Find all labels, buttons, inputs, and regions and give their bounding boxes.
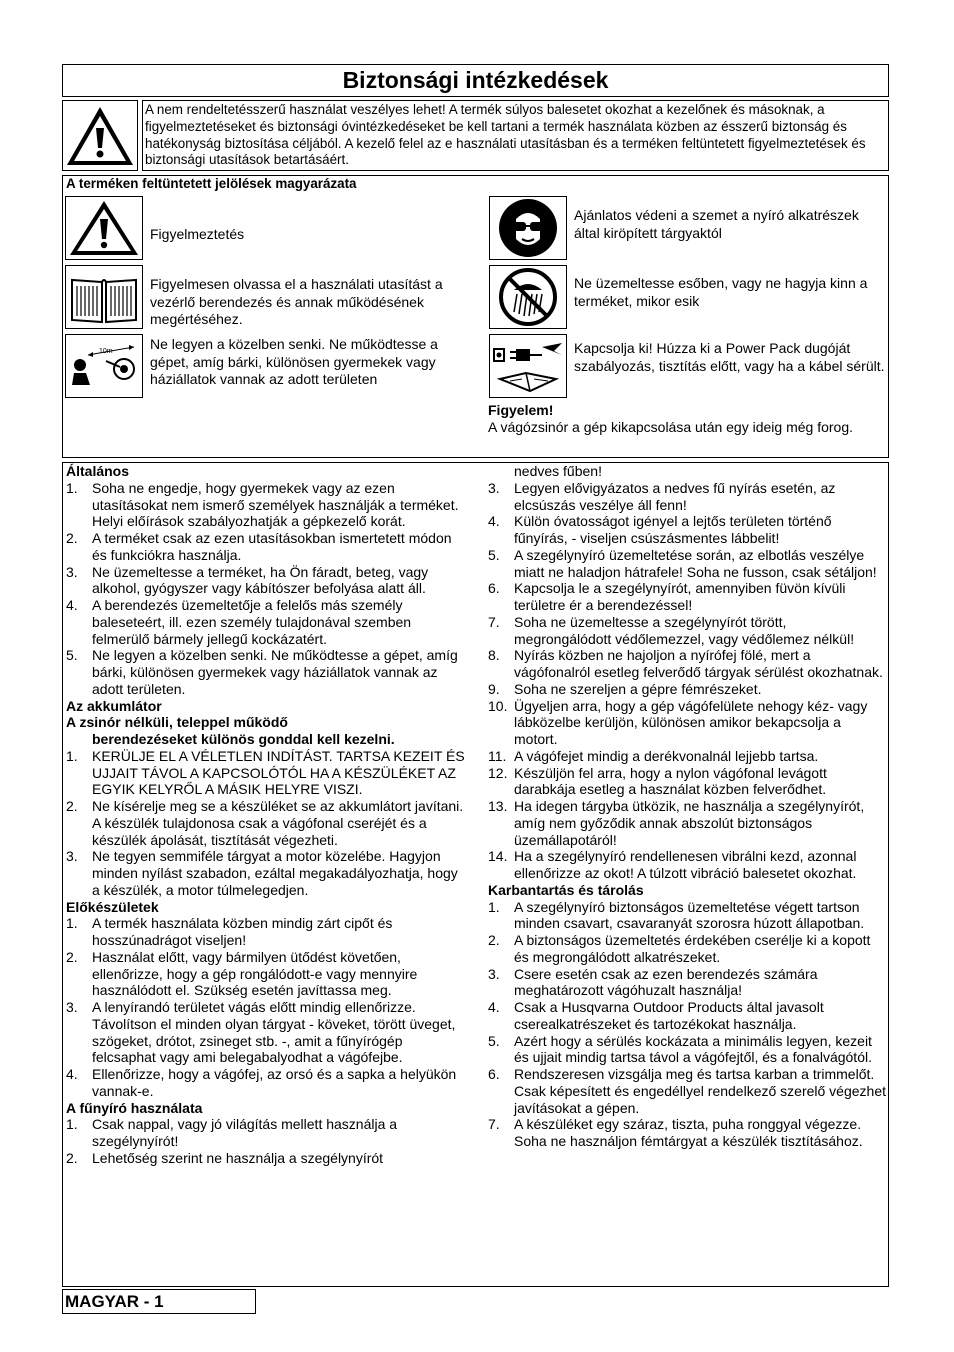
symbols-heading: A terméken feltüntetett jelölések magyarázata: [66, 176, 357, 191]
general-warning-icon-box: [62, 100, 138, 171]
general-heading: Általános: [66, 463, 130, 479]
item-number: 2.: [66, 798, 78, 814]
warning-symbol-box: [65, 196, 143, 260]
read-manual-label: Figyelmesen olvassa el a használati utasítást a vezérlő berendezés és annak működésének megértéséhez.: [150, 276, 443, 327]
list-item: [66, 1066, 468, 1100]
unplug-label: Kapcsolja ki! Húzza ki a Power Pack dugóját szabályozás, tisztítás előtt, vagy ha a kábel sérült.: [574, 340, 885, 374]
battery-subheading-continued: berendezéseket különös gonddal kell kezelni.: [92, 731, 395, 747]
item-number: 5.: [66, 647, 78, 664]
list-item: [488, 698, 886, 748]
usage-continuation: nedves fűben!: [514, 463, 602, 479]
item-number: 1.: [66, 479, 78, 496]
warning-triangle-icon: [63, 101, 137, 170]
item-number: 1.: [488, 898, 500, 915]
item-text: Soha ne engedje, hogy gyermekek vagy az ezen utasításokat nem ismerő személyek használják a terméket. Helyi előírások szabályozhatják a gépkezelő korát.: [92, 479, 459, 530]
list-item: [488, 1116, 886, 1150]
attention-text: A vágózsinór a gép kikapcsolása után egy ideig még forog.: [488, 419, 854, 435]
list-item: [488, 798, 886, 848]
unplug-symbol-box: [489, 334, 567, 398]
item-number: 4.: [488, 999, 500, 1015]
item-text: A berendezés üzemeltetője a felelős más személy baleseteért, ill. ezen személy tulajdonával szemben felmerülő bármely jellegű kockázatért.: [92, 597, 412, 647]
item-number: 3.: [488, 965, 500, 982]
no-rain-label: Ne üzemeltesse esőben, vagy ne hagyja kinn a terméket, mikor esik: [574, 275, 868, 309]
item-text: Csak nappal, vagy jó világítás mellett használja a szegélynyírót!: [92, 1116, 398, 1149]
item-number: 2.: [66, 1149, 78, 1166]
maint-list: [488, 899, 886, 1150]
no-rain-symbol-box: [489, 265, 567, 329]
battery-subheading: A zsinór nélküli, teleppel működő: [66, 714, 288, 731]
item-text: Csere esetén csak az ezen berendezés számára meghatározott vágóhuzalt használja!: [514, 965, 818, 999]
item-number: 2.: [66, 948, 78, 965]
read-manual-symbol-box: [65, 265, 143, 329]
list-item: [488, 765, 886, 799]
item-text: Soha ne üzemeltesse a szegélynyírót törött, megrongálódott védőlemezzel, vagy védőlemez nélkül!: [514, 613, 855, 647]
item-text: KERÜLJE EL A VÉLETLEN INDÍTÁST. TARTSA KEZEIT ÉS UJJAIT TÁVOL A KAPCSOLÓTÓL HA A KÉSZÜLÉKET AZ EGYIK KELYRŐL A MÁSIK HELYRE VISZI.: [92, 747, 465, 798]
distance-label: 10m: [99, 348, 113, 355]
list-item: [488, 480, 886, 514]
item-number: 3.: [66, 848, 78, 865]
item-text: A biztonságos üzemeltetés érdekében cserélje ki a kopott és megrongálódott alkatrészeket.: [514, 932, 871, 965]
list-item: [66, 1116, 468, 1150]
item-number: 7.: [488, 613, 500, 630]
item-text: Ellenőrizze, hogy a vágófej, az orsó és a sapka a helyükön vannak-e.: [92, 1066, 457, 1099]
list-item: [66, 564, 468, 598]
item-text: A termék használata közben mindig zárt cipőt és hosszúnadrágot viseljen!: [92, 915, 393, 948]
list-item: [488, 681, 886, 698]
keep-away-label: Ne legyen a közelben senki. Ne működtesse a gépet, amíg bárki, különösen gyermekek vagy háziállatok vannak az adott területen: [150, 336, 438, 387]
item-number: 4.: [66, 597, 78, 613]
bystander-distance-icon: [66, 335, 142, 397]
list-item: [488, 513, 886, 547]
prep-list: [66, 915, 468, 1099]
unplug-icon: [490, 335, 566, 397]
open-book-icon: [66, 266, 142, 328]
maintenance-heading: Karbantartás és tárolás: [488, 881, 644, 898]
item-text: A szegélynyíró üzemeltetése során, az elbotlás veszélye miatt ne haladjon hátrafele! Soha ne fusson, csak sétáljon!: [514, 546, 877, 580]
item-number: 11.: [488, 747, 507, 764]
list-item: [488, 580, 886, 614]
list-item: [66, 848, 468, 898]
item-number: 4.: [488, 513, 500, 530]
list-item: [66, 999, 468, 1066]
item-text: Rendszeresen vizsgálja meg és tartsa karban a trimmelőt. Csak képesített és engedéllyel rendelkező szerelő végezhet javításokat a gépen.: [514, 1066, 886, 1116]
item-number: 3.: [66, 563, 78, 580]
item-text: Ha idegen tárgyba ütközik, ne használja a szegélynyírót, amíg nem győződik annak abszolút biztonságos üzemállapotáról!: [514, 798, 865, 848]
item-number: 14.: [488, 848, 508, 865]
item-number: 7.: [488, 1116, 500, 1133]
item-text: Lehetőség szerint ne használja a szegélynyírót: [92, 1149, 384, 1166]
eye-protection-label: Ajánlatos védeni a szemet a nyíró alkatrészek által kiröpített tárgyaktól: [574, 207, 859, 241]
item-text: A készüléket egy száraz, tiszta, puha ronggyal végezze. Soha ne használjon fémtárgyat a készülék tisztításához.: [514, 1116, 863, 1149]
warning-triangle-icon: [66, 197, 142, 259]
right-column: [488, 463, 886, 1150]
list-item: [66, 480, 468, 530]
item-text: Nyírás közben ne hajoljon a nyírófej fölé, mert a vágófonalról esetleg felverődő tárgyak sérülést okozhatnak.: [514, 647, 883, 680]
item-number: 5.: [488, 1032, 500, 1049]
item-number: 2.: [66, 530, 78, 546]
item-text: Ne legyen a közelben senki. Ne működtesse a gépet, amíg bárki, különösen gyermekek vagy háziállatok vannak az adott területen.: [92, 647, 458, 697]
list-item: [488, 1066, 886, 1116]
list-item: [488, 848, 886, 882]
item-text: Csak a Husqvarna Outdoor Products által javasolt cserealkatrészeket és tartozékokat használja.: [514, 999, 824, 1032]
item-text: Ügyeljen arra, hogy a gép vágófelülete nehogy kéz- vagy lábközelbe kerüljön, különösen amikor bekapcsolja a motort.: [514, 697, 868, 747]
item-number: 2.: [488, 932, 500, 948]
item-number: 13.: [488, 798, 508, 814]
item-number: 1.: [66, 747, 78, 764]
item-number: 10.: [488, 697, 508, 714]
list-item: [488, 1033, 886, 1067]
eye-protection-symbol-box: [489, 196, 567, 260]
item-text: Használat előtt, vagy bármilyen ütődést követően, ellenőrizze, hogy a gép rongálódott-e vagy mennyire használódott el. Szükség esetén javíttassa meg.: [92, 948, 418, 999]
list-item: [66, 949, 468, 999]
item-number: 3.: [488, 479, 500, 496]
list-item: [488, 647, 886, 681]
list-item: [66, 647, 468, 697]
usage-heading: A fűnyíró használata: [66, 1099, 203, 1116]
list-item: [66, 748, 468, 798]
warning-symbol-label: Figyelmeztetés: [150, 226, 245, 242]
item-text: Legyen elővigyázatos a nedves fű nyírás esetén, az elcsúszás veszélye áll fenn!: [514, 479, 836, 513]
item-number: 8.: [488, 647, 500, 664]
list-item: [488, 899, 886, 933]
item-text: Ne tegyen semmiféle tárgyat a motor közelébe. Hagyjon minden nyílást szabadon, ezáltal megakadályozhatja, hogy a készülék, a motor túlmelegedjen.: [92, 848, 458, 898]
no-rain-icon: [490, 266, 566, 328]
eye-protection-icon: [490, 197, 566, 259]
list-item: [488, 932, 886, 966]
list-item: [488, 614, 886, 648]
attention-title: Figyelem!: [488, 402, 554, 418]
item-number: 12.: [488, 764, 508, 781]
item-text: A lenyírandó területet vágás előtt mindig ellenőrizze. Távolítson el minden olyan tárgyat - köveket, törött üveget, szögeket, drótot, zsineget stb. -, amit a fűnyírógép felcsaphat vagy ami belegabalyodhat a vágófejbe.: [92, 999, 456, 1066]
item-number: 1.: [66, 1116, 78, 1133]
general-list: [66, 480, 468, 698]
item-number: 4.: [66, 1066, 78, 1082]
use-right-list: [488, 480, 886, 882]
general-warning-text: A nem rendeltetésszerű használat veszélyes lehet! A termék súlyos balesetet okozhat a kezelőnek és másoknak, a figyelmeztetéseket és biztonsági óvintézkedéseket be kell tartani a termék használata közben az ésszerű biztonság és hatékonyság biztosítása céljából. A kezelő felel az e használati utasításban és a terméken feltüntetett figyelmeztetések és biztonsági utasítások betartásáért.: [142, 100, 889, 171]
keep-away-symbol-box: [65, 334, 143, 398]
item-text: A vágófejet mindig a derékvonalnál lejjebb tartsa.: [514, 747, 819, 764]
item-number: 6.: [488, 580, 500, 597]
item-number: 6.: [488, 1066, 500, 1082]
item-text: Külön óvatosságot igényel a lejtős területen történő fűnyírás, - viseljen csúszásmentes lábbelit!: [514, 513, 832, 546]
item-text: Készüljön fel arra, hogy a nylon vágófonal levágott darabkája esetleg a használat közben felverődhet.: [514, 764, 827, 798]
list-item: [66, 597, 468, 647]
item-text: A terméket csak az ezen utasításokban ismertetett módon és funkciókra használja.: [92, 530, 452, 563]
left-column: [66, 463, 468, 1167]
page-title: Biztonsági intézkedések: [62, 64, 889, 97]
item-number: 9.: [488, 680, 500, 697]
list-item: [488, 748, 886, 765]
list-item: [488, 547, 886, 581]
item-number: 3.: [66, 999, 78, 1015]
battery-heading: Az akkumlátor: [66, 697, 162, 714]
list-item: [66, 1150, 468, 1167]
item-number: 1.: [66, 915, 78, 932]
page-footer: MAGYAR - 1: [62, 1289, 256, 1314]
item-number: 5.: [488, 546, 500, 563]
list-item: [66, 798, 468, 848]
item-text: Ha a szegélynyíró rendellenesen vibrálni kezd, azonnal ellenőrizze az okot! A túlzott vibráció balesetet okozhat.: [514, 848, 857, 881]
list-item: [66, 915, 468, 949]
item-text: Azért hogy a sérülés kockázata a minimális legyen, kezeit és ujjait mindig tartsa távol a vágófejtől, és a fonalvágótól.: [514, 1032, 872, 1066]
item-text: Soha ne szereljen a gépre fémrészeket.: [514, 680, 762, 697]
preparation-heading: Előkészületek: [66, 898, 159, 915]
item-text: Ne üzemeltesse a terméket, ha Ön fáradt, beteg, vagy alkohol, gyógyszer vagy kábítószer befolyása alatt áll.: [92, 563, 429, 597]
list-item: [488, 966, 886, 1000]
list-item: [66, 530, 468, 564]
use-left-list: [66, 1116, 468, 1166]
item-text: Kapcsolja le a szegélynyírót, amennyiben füvön kívüli területre ér a berendezéssel!: [514, 580, 846, 613]
item-text: A szegélynyíró biztonságos üzemeltetése végett tartson minden csavart, csavaranyát szorosra húzott állapotban.: [514, 898, 865, 932]
list-item: [488, 999, 886, 1033]
item-text: Ne kísérelje meg se a készüléket se az akkumlátort javítani. A készülék tulajdonosa csak a vágófonal cseréjét és a készülék ápolását, tisztítását végezheti.: [92, 798, 464, 848]
battery-list: [66, 748, 468, 899]
